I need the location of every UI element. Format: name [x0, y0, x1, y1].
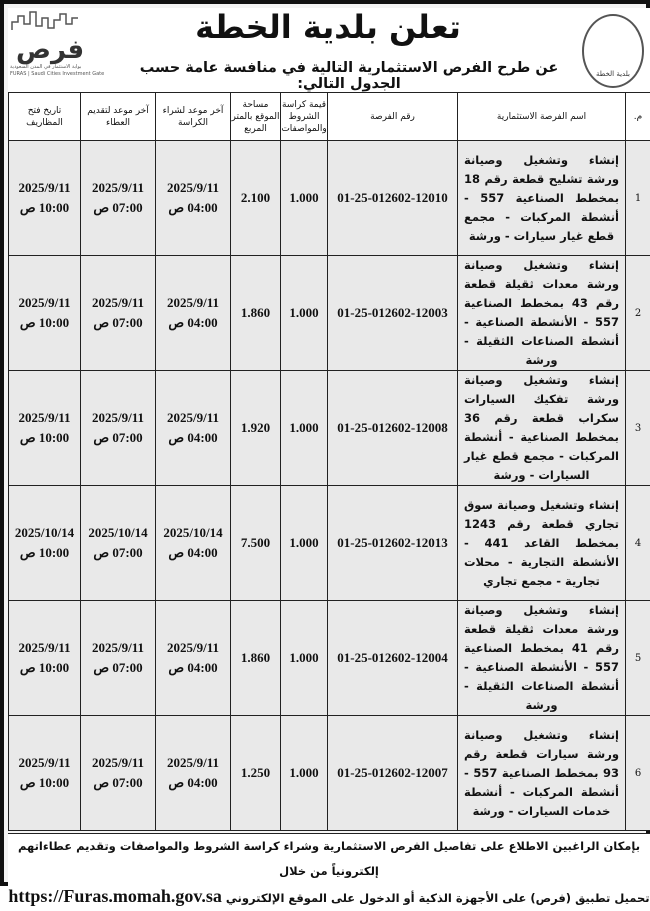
name: إنشاء وتشغيل وصيانة ورشة سيارات قطعة رقم 93 بمخطط الصناعية 557 - أنشطة المركبات - أنشطة خدمات السيارات - ورشة	[464, 728, 619, 818]
envelope-opening-date	[9, 371, 81, 486]
fee: 1.000	[289, 535, 318, 550]
envelope-opening-date	[9, 716, 81, 831]
purchase: 2025/9/11	[167, 295, 219, 310]
footer-line-2: تحميل تطبيق (فرص) على الأجهزة الذكية أو الدخول على الموقع الإلكتروني	[226, 891, 650, 905]
row-number	[626, 601, 650, 716]
footer-line-1: بإمكان الراغبين الاطلاع على تفاصيل الفرص الاستثمارية وشراء كراسة الشروط والمواصفات وتقديم عطاءاتهم إلكترونياً من خلال	[8, 834, 650, 884]
id: 01-25-012602-12008	[337, 420, 448, 435]
opportunity-id	[328, 601, 458, 716]
envelope-opening-date	[9, 141, 81, 256]
open: 2025/9/11	[18, 640, 70, 655]
row-number	[626, 716, 650, 831]
purchase-deadline	[156, 256, 231, 371]
open: 2025/9/11	[18, 755, 70, 770]
opportunity-id	[328, 371, 458, 486]
open-time: 10:00 ص	[20, 200, 69, 215]
area: 7.500	[241, 535, 270, 550]
open-time: 10:00 ص	[20, 315, 69, 330]
submit-time: 07:00 ص	[93, 660, 142, 675]
fee: 1.000	[289, 305, 318, 320]
purchase-deadline	[156, 371, 231, 486]
table-row	[9, 256, 650, 371]
header	[8, 8, 650, 92]
site-area	[231, 716, 281, 831]
no: 6	[635, 768, 641, 779]
row-number	[626, 256, 650, 371]
site-area	[231, 141, 281, 256]
column-header: م.	[626, 93, 650, 141]
submit-time: 07:00 ص	[93, 545, 142, 560]
table-row	[9, 601, 650, 716]
table-row	[9, 371, 650, 486]
booklet-fee	[281, 601, 328, 716]
fee: 1.000	[289, 650, 318, 665]
id: 01-25-012602-12004	[337, 650, 448, 665]
purchase-time: 04:00 ص	[168, 545, 217, 560]
id: 01-25-012602-12007	[337, 765, 448, 780]
column-header: آخر موعد لتقديم العطاء	[81, 93, 156, 141]
submit: 2025/10/14	[88, 525, 147, 540]
submit: 2025/9/11	[92, 640, 144, 655]
submit-time: 07:00 ص	[93, 200, 142, 215]
purchase-deadline	[156, 601, 231, 716]
opportunity-name	[458, 371, 626, 486]
opportunity-name	[458, 486, 626, 601]
purchase-time: 04:00 ص	[168, 430, 217, 445]
no: 3	[635, 423, 641, 434]
table-row	[9, 141, 650, 256]
area: 2.100	[241, 190, 270, 205]
site-area	[231, 256, 281, 371]
fee: 1.000	[289, 190, 318, 205]
envelope-opening-date	[9, 256, 81, 371]
site-area	[231, 486, 281, 601]
purchase-deadline	[156, 141, 231, 256]
subtitle: عن طرح الفرص الاستثمارية التالية في منافسة عامة حسب الجدول التالي:	[118, 60, 580, 92]
id: 01-25-012602-12013	[337, 535, 448, 550]
submit: 2025/9/11	[92, 295, 144, 310]
site-area	[231, 371, 281, 486]
booklet-fee	[281, 256, 328, 371]
submit-time: 07:00 ص	[93, 775, 142, 790]
table-row	[9, 486, 650, 601]
column-header: تاريخ فتح المظاريف	[9, 93, 81, 141]
purchase: 2025/9/11	[167, 640, 219, 655]
id: 01-25-012602-12003	[337, 305, 448, 320]
purchase-time: 04:00 ص	[168, 315, 217, 330]
submission-deadline	[81, 256, 156, 371]
open-time: 10:00 ص	[20, 545, 69, 560]
id: 01-25-012602-12010	[337, 190, 448, 205]
furas-logo: فرص بوابة الاستثمار في المدن السعودية FURAS | Saudi Cities Investment Gate	[10, 10, 86, 90]
name: إنشاء وتشغيل وصيانة ورشة تشليح قطعة رقم 18 بمخطط الصناعية 557 - أنشطة المركبات - مجمع قطع غيار سيارات - ورشة	[464, 153, 619, 243]
purchase-time: 04:00 ص	[168, 200, 217, 215]
purchase-deadline	[156, 486, 231, 601]
area: 1.860	[241, 305, 270, 320]
opportunity-id	[328, 141, 458, 256]
skyline-icon	[10, 10, 80, 32]
footer-note	[8, 833, 650, 886]
submit: 2025/9/11	[92, 180, 144, 195]
submission-deadline	[81, 141, 156, 256]
booklet-fee	[281, 371, 328, 486]
submit: 2025/9/11	[92, 410, 144, 425]
purchase: 2025/10/14	[163, 525, 222, 540]
column-header: اسم الفرصة الاستثمارية	[458, 93, 626, 141]
opportunity-id	[328, 486, 458, 601]
opportunity-name	[458, 141, 626, 256]
opportunity-id	[328, 716, 458, 831]
page-title: تعلن بلدية الخطة	[158, 8, 498, 46]
municipality-seal: بلدية الخطة	[582, 14, 644, 88]
opportunity-id	[328, 256, 458, 371]
open-time: 10:00 ص	[20, 775, 69, 790]
purchase: 2025/9/11	[167, 180, 219, 195]
submit-time: 07:00 ص	[93, 430, 142, 445]
area: 1.250	[241, 765, 270, 780]
submission-deadline	[81, 601, 156, 716]
submission-deadline	[81, 486, 156, 601]
opportunity-name	[458, 601, 626, 716]
table-row	[9, 716, 650, 831]
column-header: مساحة الموقع بالمتر المربع	[231, 93, 281, 141]
table-header-row	[9, 93, 650, 141]
submit: 2025/9/11	[92, 755, 144, 770]
purchase-time: 04:00 ص	[168, 775, 217, 790]
no: 1	[635, 193, 641, 204]
name: إنشاء وتشغيل وصيانة ورشة معدات ثقيلة قطعة رقم 43 بمخطط الصناعية 557 - الأنشطة الصناعية - أنشطة الصناعات الثقيلة - ورشة	[464, 258, 619, 367]
row-number	[626, 486, 650, 601]
open-time: 10:00 ص	[20, 430, 69, 445]
area: 1.860	[241, 650, 270, 665]
purchase-time: 04:00 ص	[168, 660, 217, 675]
purchase: 2025/9/11	[167, 410, 219, 425]
submit-time: 07:00 ص	[93, 315, 142, 330]
fee: 1.000	[289, 765, 318, 780]
row-number	[626, 141, 650, 256]
opportunity-name	[458, 256, 626, 371]
booklet-fee	[281, 141, 328, 256]
row-number	[626, 371, 650, 486]
booklet-fee	[281, 716, 328, 831]
open: 2025/10/14	[15, 525, 74, 540]
opportunities-table	[8, 92, 650, 831]
fee: 1.000	[289, 420, 318, 435]
open: 2025/9/11	[18, 410, 70, 425]
site-area	[231, 601, 281, 716]
booklet-fee	[281, 486, 328, 601]
opportunity-name	[458, 716, 626, 831]
name: إنشاء وتشغيل وصيانة سوق تجاري قطعة رقم 1243 بمخطط القاعد 441 - الأنشطة التجارية - محلات تجارية - مجمع تجاري	[464, 498, 619, 588]
no: 5	[635, 653, 641, 664]
no: 4	[635, 538, 641, 549]
no: 2	[635, 308, 641, 319]
open: 2025/9/11	[18, 295, 70, 310]
submission-deadline	[81, 716, 156, 831]
submission-deadline	[81, 371, 156, 486]
website-link[interactable]: https://Furas.momah.gov.sa	[8, 886, 222, 906]
name: إنشاء وتشغيل وصيانة ورشة معدات ثقيلة قطعة رقم 41 بمخطط الصناعية 557 - الأنشطة الصناعية - أنشطة الصناعات الثقيلة - ورشة	[464, 603, 619, 712]
column-header: قيمة كراسة الشروط والمواصفات	[281, 93, 328, 141]
column-header: آخر موعد لشراء الكراسة	[156, 93, 231, 141]
purchase-deadline	[156, 716, 231, 831]
area: 1.920	[241, 420, 270, 435]
open: 2025/9/11	[18, 180, 70, 195]
envelope-opening-date	[9, 601, 81, 716]
name: إنشاء وتشغيل وصيانة ورشة تفكيك السيارات سكراب قطعة رقم 36 بمخطط الصناعية - أنشطة المركبات - مجمع قطع غيار السيارات - ورشة	[464, 373, 619, 482]
column-header: رقم الفرصة	[328, 93, 458, 141]
purchase: 2025/9/11	[167, 755, 219, 770]
envelope-opening-date	[9, 486, 81, 601]
open-time: 10:00 ص	[20, 660, 69, 675]
